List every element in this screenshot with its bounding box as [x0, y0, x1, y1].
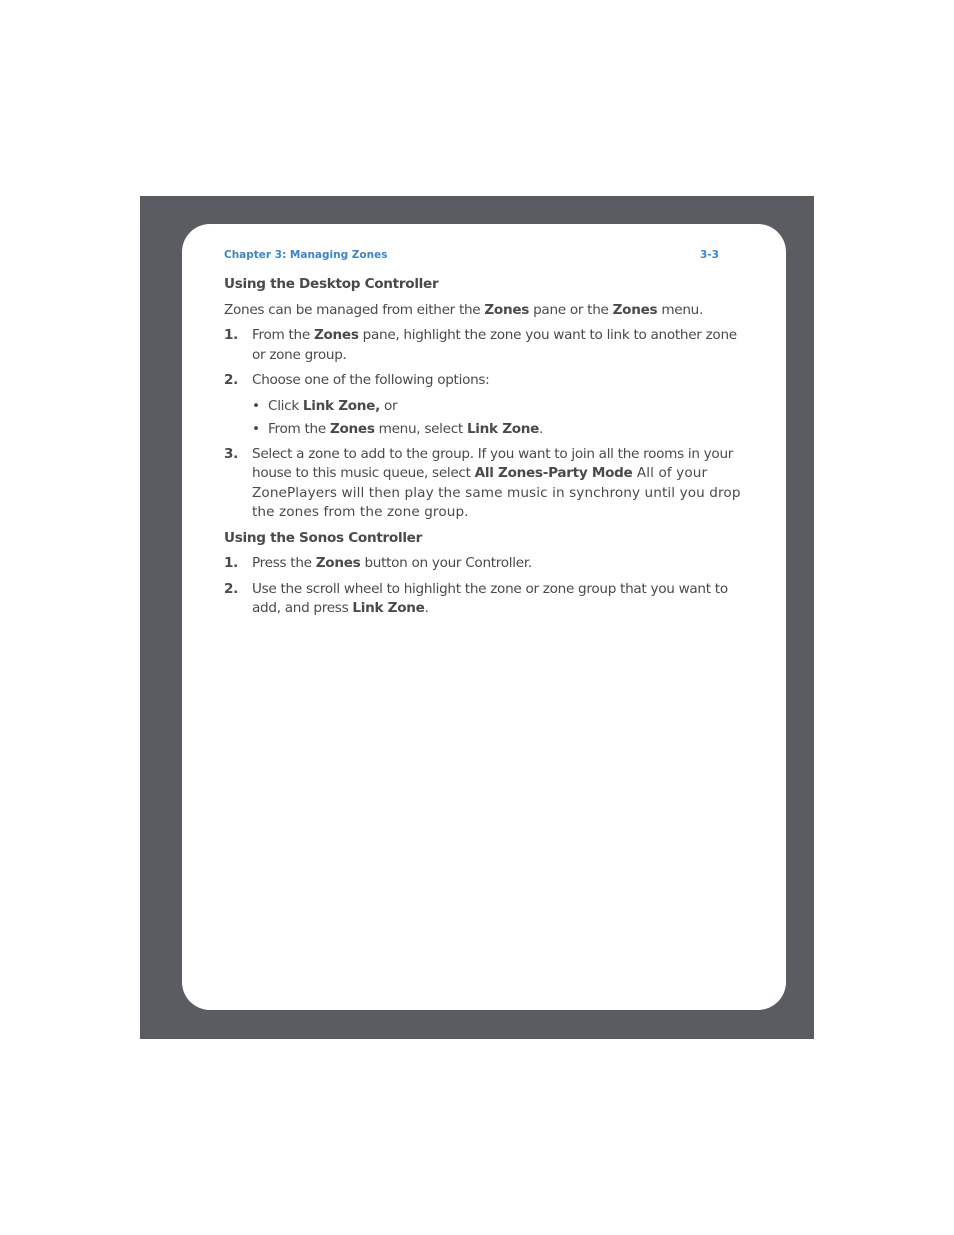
sonos-step-1: 1. Press the Zones button on your Controller. [224, 554, 744, 574]
step-number: 1. [224, 555, 239, 571]
option-item: • From the Zones menu, select Link Zone. [224, 420, 744, 440]
intro-paragraph: Zones can be managed from either the Zones pane or the Zones menu. [224, 301, 703, 318]
desktop-step-3: 3. Select a zone to add to the group. If you want to join all the rooms in your house to this music queue, select All Zones-Party Mode All of your ZonePlayers will then play the same music in synchrony until you drop the zones from the zone group. [224, 445, 741, 520]
step-number: 1. [224, 327, 239, 343]
page-number: 3-3 [700, 249, 719, 261]
step-number: 2. [224, 372, 239, 388]
option-item: • Click Link Zone, or [224, 397, 744, 417]
desktop-step-2: 2. Choose one of the following options: [224, 371, 744, 391]
sonos-step-2: 2. Use the scroll wheel to highlight the zone or zone group that you want to add, and press Link Zone. [224, 580, 728, 616]
section-heading-desktop: Using the Desktop Controller [224, 276, 439, 292]
section-heading-sonos: Using the Sonos Controller [224, 529, 423, 546]
desktop-step-1: 1. From the Zones pane, highlight the zone you want to link to another zone or zone group. [224, 327, 737, 363]
options-list [224, 397, 744, 440]
step-number: 2. [224, 580, 239, 597]
page-content [224, 275, 744, 625]
step-number: 3. [224, 445, 239, 462]
bullet-icon: • [252, 397, 260, 414]
chapter-header: Chapter 3: Managing Zones [224, 249, 388, 261]
bullet-icon: • [252, 421, 260, 437]
